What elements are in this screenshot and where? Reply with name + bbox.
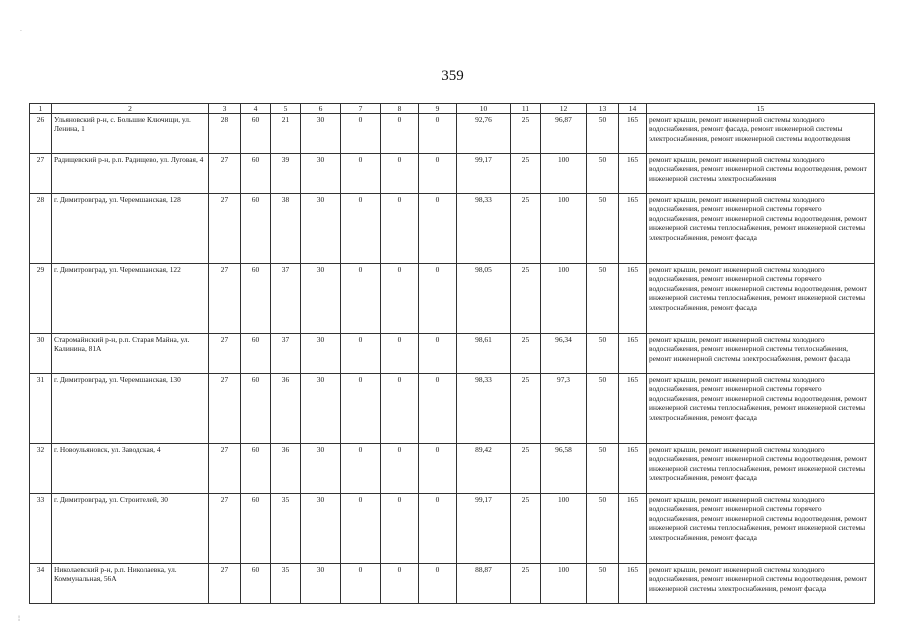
cell-c9: 0: [419, 334, 457, 374]
column-header-2: 2: [52, 104, 209, 114]
cell-c4: 60: [241, 264, 271, 334]
row-number: 27: [30, 154, 52, 194]
row-number: 34: [30, 564, 52, 604]
column-header-13: 13: [587, 104, 619, 114]
cell-c7: 0: [341, 334, 381, 374]
cell-c12: 100: [541, 564, 587, 604]
cell-c7: 0: [341, 444, 381, 494]
cell-c8: 0: [381, 154, 419, 194]
table-row: [30, 114, 875, 154]
cell-c6: 30: [301, 444, 341, 494]
cell-c10: 98,61: [457, 334, 511, 374]
cell-c11: 25: [511, 564, 541, 604]
cell-c3: 27: [209, 444, 241, 494]
cell-c8: 0: [381, 494, 419, 564]
cell-c4: 60: [241, 444, 271, 494]
cell-c12: 100: [541, 264, 587, 334]
column-header-4: 4: [241, 104, 271, 114]
address-cell: г. Димитровград, ул. Черемшанская, 130: [52, 374, 209, 444]
address-cell: Старомайнский р-н, р.п. Старая Майна, ул. Калинина, 81А: [52, 334, 209, 374]
table-row: [30, 564, 875, 604]
cell-c13: 50: [587, 194, 619, 264]
row-number: 26: [30, 114, 52, 154]
scan-mark: ·: [20, 28, 22, 35]
cell-c13: 50: [587, 374, 619, 444]
table-row: [30, 494, 875, 564]
cell-c10: 92,76: [457, 114, 511, 154]
cell-c6: 30: [301, 264, 341, 334]
column-header-7: 7: [341, 104, 381, 114]
row-number: 29: [30, 264, 52, 334]
address-cell: Николаевский р-н, р.п. Николаевка, ул. Коммунальная, 56А: [52, 564, 209, 604]
cell-c13: 50: [587, 114, 619, 154]
cell-c7: 0: [341, 154, 381, 194]
table-row: [30, 154, 875, 194]
cell-c5: 35: [271, 564, 301, 604]
cell-c7: 0: [341, 194, 381, 264]
works-cell: ремонт крыши, ремонт инженерной системы холодного водоснабжения, ремонт фасада, ремонт инженерной системы электроснабжения, ремонт инженерной системы водоотведения: [647, 114, 875, 154]
cell-c13: 50: [587, 564, 619, 604]
cell-c4: 60: [241, 334, 271, 374]
cell-c8: 0: [381, 334, 419, 374]
works-cell: ремонт крыши, ремонт инженерной системы холодного водоснабжения, ремонт инженерной системы водоотведения, ремонт инженерной системы электроснабжения: [647, 154, 875, 194]
cell-c3: 27: [209, 334, 241, 374]
cell-c4: 60: [241, 194, 271, 264]
cell-c13: 50: [587, 154, 619, 194]
column-header-6: 6: [301, 104, 341, 114]
cell-c5: 35: [271, 494, 301, 564]
cell-c11: 25: [511, 264, 541, 334]
cell-c5: 39: [271, 154, 301, 194]
cell-c4: 60: [241, 374, 271, 444]
scan-mark: ¦: [18, 615, 21, 622]
cell-c3: 28: [209, 114, 241, 154]
cell-c14: 165: [619, 154, 647, 194]
works-cell: ремонт крыши, ремонт инженерной системы холодного водоснабжения, ремонт инженерной системы горячего водоснабжения, ремонт инженерной системы водоотведения, ремонт инженерной системы теплоснабжения, ремонт инженерной системы электроснабжения, ремонт фасада: [647, 494, 875, 564]
cell-c5: 38: [271, 194, 301, 264]
page-number: 359: [441, 68, 464, 84]
cell-c7: 0: [341, 114, 381, 154]
cell-c3: 27: [209, 374, 241, 444]
cell-c4: 60: [241, 564, 271, 604]
cell-c6: 30: [301, 114, 341, 154]
cell-c14: 165: [619, 194, 647, 264]
cell-c12: 100: [541, 194, 587, 264]
cell-c9: 0: [419, 564, 457, 604]
cell-c3: 27: [209, 194, 241, 264]
column-header-11: 11: [511, 104, 541, 114]
cell-c11: 25: [511, 154, 541, 194]
table-body: [30, 114, 875, 604]
cell-c8: 0: [381, 264, 419, 334]
cell-c12: 97,3: [541, 374, 587, 444]
works-cell: ремонт крыши, ремонт инженерной системы холодного водоснабжения, ремонт инженерной системы горячего водоснабжения, ремонт инженерной системы водоотведения, ремонт инженерной системы теплоснабжения, ремонт инженерной системы электроснабжения, ремонт фасада: [647, 264, 875, 334]
address-cell: г. Димитровград, ул. Черемшанская, 122: [52, 264, 209, 334]
cell-c11: 25: [511, 194, 541, 264]
cell-c5: 21: [271, 114, 301, 154]
cell-c13: 50: [587, 334, 619, 374]
works-cell: ремонт крыши, ремонт инженерной системы холодного водоснабжения, ремонт инженерной системы водоотведения, ремонт инженерной системы теплоснабжения, ремонт инженерной системы электроснабжения, ремонт фасада: [647, 444, 875, 494]
cell-c5: 37: [271, 334, 301, 374]
cell-c10: 89,42: [457, 444, 511, 494]
table-row: [30, 374, 875, 444]
cell-c13: 50: [587, 264, 619, 334]
header-row: [30, 104, 875, 114]
cell-c4: 60: [241, 114, 271, 154]
column-header-5: 5: [271, 104, 301, 114]
cell-c6: 30: [301, 564, 341, 604]
cell-c8: 0: [381, 444, 419, 494]
cell-c10: 98,05: [457, 264, 511, 334]
cell-c10: 98,33: [457, 194, 511, 264]
cell-c11: 25: [511, 334, 541, 374]
cell-c4: 60: [241, 494, 271, 564]
cell-c9: 0: [419, 444, 457, 494]
address-cell: Ульяновский р-н, с. Большие Ключищи, ул. Ленина, 1: [52, 114, 209, 154]
cell-c14: 165: [619, 564, 647, 604]
column-header-10: 10: [457, 104, 511, 114]
cell-c7: 0: [341, 264, 381, 334]
works-cell: ремонт крыши, ремонт инженерной системы холодного водоснабжения, ремонт инженерной системы теплоснабжения, ремонт инженерной системы электроснабжения, ремонт фасада: [647, 334, 875, 374]
column-header-9: 9: [419, 104, 457, 114]
cell-c9: 0: [419, 374, 457, 444]
cell-c12: 96,58: [541, 444, 587, 494]
cell-c13: 50: [587, 444, 619, 494]
column-header-15: 15: [647, 104, 875, 114]
cell-c9: 0: [419, 154, 457, 194]
row-number: 31: [30, 374, 52, 444]
address-cell: Радищевский р-н, р.п. Радищево, ул. Луговая, 4: [52, 154, 209, 194]
works-cell: ремонт крыши, ремонт инженерной системы холодного водоснабжения, ремонт инженерной системы горячего водоснабжения, ремонт инженерной системы водоотведения, ремонт инженерной системы теплоснабжения, ремонт инженерной системы электроснабжения, ремонт фасада: [647, 194, 875, 264]
cell-c9: 0: [419, 194, 457, 264]
cell-c4: 60: [241, 154, 271, 194]
cell-c14: 165: [619, 264, 647, 334]
cell-c10: 99,17: [457, 494, 511, 564]
cell-c14: 165: [619, 444, 647, 494]
column-header-8: 8: [381, 104, 419, 114]
address-cell: г. Димитровград, ул. Строителей, 30: [52, 494, 209, 564]
column-header-1: 1: [30, 104, 52, 114]
address-cell: г. Новоульяновск, ул. Заводская, 4: [52, 444, 209, 494]
column-header-12: 12: [541, 104, 587, 114]
cell-c6: 30: [301, 334, 341, 374]
cell-c5: 36: [271, 444, 301, 494]
cell-c6: 30: [301, 154, 341, 194]
cell-c14: 165: [619, 374, 647, 444]
repair-table: [29, 103, 875, 604]
cell-c3: 27: [209, 154, 241, 194]
cell-c11: 25: [511, 114, 541, 154]
row-number: 32: [30, 444, 52, 494]
cell-c12: 96,34: [541, 334, 587, 374]
cell-c7: 0: [341, 494, 381, 564]
cell-c10: 88,87: [457, 564, 511, 604]
cell-c3: 27: [209, 264, 241, 334]
cell-c8: 0: [381, 114, 419, 154]
cell-c5: 37: [271, 264, 301, 334]
table-row: [30, 444, 875, 494]
row-number: 33: [30, 494, 52, 564]
cell-c12: 100: [541, 154, 587, 194]
cell-c12: 96,87: [541, 114, 587, 154]
cell-c9: 0: [419, 494, 457, 564]
cell-c9: 0: [419, 264, 457, 334]
cell-c13: 50: [587, 494, 619, 564]
cell-c11: 25: [511, 444, 541, 494]
cell-c8: 0: [381, 374, 419, 444]
cell-c9: 0: [419, 114, 457, 154]
cell-c8: 0: [381, 194, 419, 264]
cell-c6: 30: [301, 194, 341, 264]
works-cell: ремонт крыши, ремонт инженерной системы холодного водоснабжения, ремонт инженерной системы водоотведения, ремонт инженерной системы электроснабжения, ремонт фасада: [647, 564, 875, 604]
cell-c6: 30: [301, 374, 341, 444]
address-cell: г. Димитровград, ул. Черемшанская, 128: [52, 194, 209, 264]
row-number: 28: [30, 194, 52, 264]
cell-c3: 27: [209, 494, 241, 564]
cell-c14: 165: [619, 114, 647, 154]
cell-c10: 99,17: [457, 154, 511, 194]
table-row: [30, 194, 875, 264]
works-cell: ремонт крыши, ремонт инженерной системы холодного водоснабжения, ремонт инженерной системы горячего водоснабжения, ремонт инженерной системы водоотведения, ремонт инженерной системы теплоснабжения, ремонт инженерной системы электроснабжения, ремонт фасада: [647, 374, 875, 444]
cell-c14: 165: [619, 334, 647, 374]
cell-c14: 165: [619, 494, 647, 564]
cell-c10: 98,33: [457, 374, 511, 444]
cell-c7: 0: [341, 374, 381, 444]
cell-c7: 0: [341, 564, 381, 604]
cell-c6: 30: [301, 494, 341, 564]
cell-c3: 27: [209, 564, 241, 604]
cell-c12: 100: [541, 494, 587, 564]
cell-c11: 25: [511, 494, 541, 564]
cell-c8: 0: [381, 564, 419, 604]
column-header-3: 3: [209, 104, 241, 114]
row-number: 30: [30, 334, 52, 374]
cell-c5: 36: [271, 374, 301, 444]
column-header-14: 14: [619, 104, 647, 114]
table-row: [30, 264, 875, 334]
table-row: [30, 334, 875, 374]
cell-c11: 25: [511, 374, 541, 444]
